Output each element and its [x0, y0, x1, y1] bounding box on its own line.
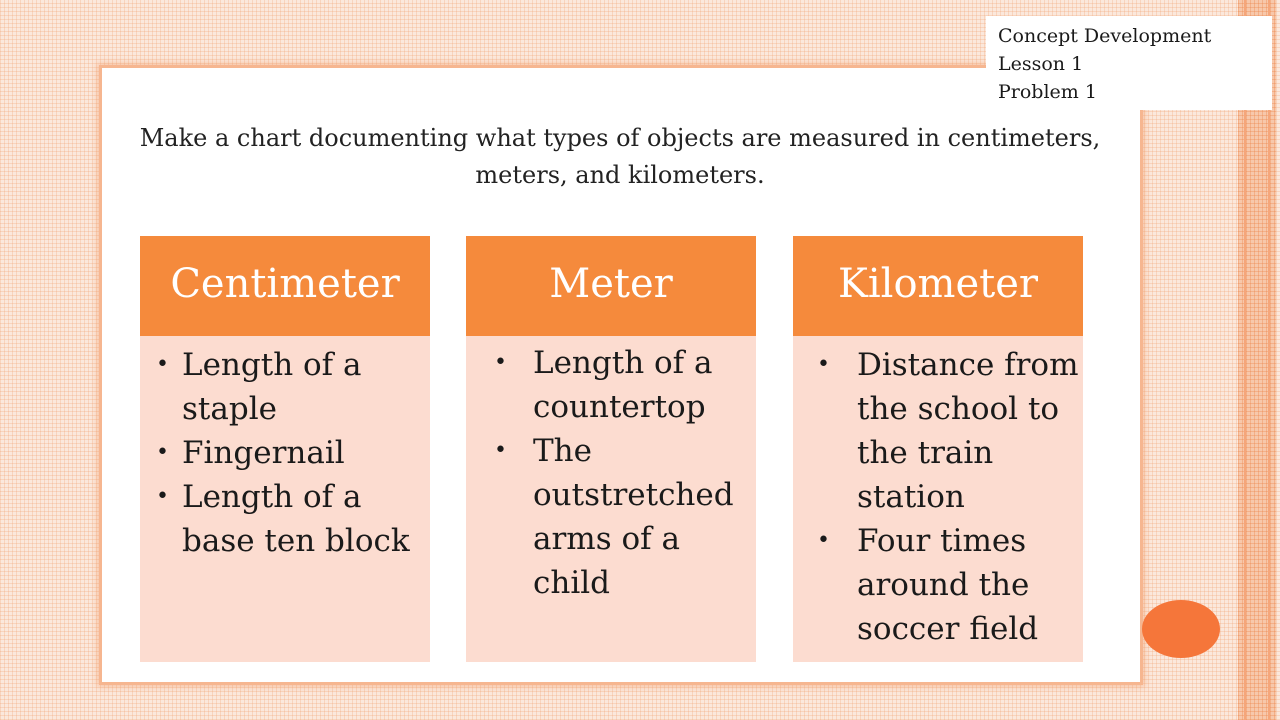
list-item [466, 429, 756, 605]
list-item [793, 519, 1083, 651]
list-item-text: Length of a staple [182, 347, 362, 427]
label-line-lesson: Lesson 1 [998, 53, 1084, 75]
label-line-problem: Problem 1 [998, 81, 1097, 103]
column-meter [466, 236, 756, 601]
bullet-icon: • [156, 352, 169, 377]
bullet-icon: • [494, 350, 507, 375]
bullet-icon: • [156, 484, 169, 509]
lesson-label-box [986, 16, 1272, 110]
list-item-text: Distance from the school to the train station [857, 347, 1079, 515]
list-item [466, 341, 756, 429]
list-item [793, 343, 1083, 519]
list-item [140, 431, 430, 475]
column-kilometer [793, 236, 1083, 647]
instruction-text: Make a chart documenting what types of objects are measured in centimeters, meters, and kilometers. [139, 124, 1101, 189]
bullet-icon: • [494, 438, 507, 463]
list-item-text: Length of a base ten block [182, 479, 410, 559]
label-line-concept: Concept Development [998, 25, 1212, 47]
list-item [140, 475, 430, 563]
bullet-icon: • [817, 352, 830, 377]
kilometer-list [793, 336, 1083, 651]
list-item-text: Four times around the soccer field [857, 523, 1039, 647]
bullet-icon: • [156, 440, 169, 465]
list-item-text: Fingernail [182, 435, 345, 471]
list-item-text: Length of a countertop [533, 345, 713, 425]
centimeter-list [140, 336, 430, 563]
orange-circle-button[interactable] [1142, 600, 1220, 658]
column-header-meter: Meter [466, 236, 756, 336]
column-header-kilometer: Kilometer [793, 236, 1083, 336]
meter-list [466, 336, 756, 605]
column-body-kilometer [793, 336, 1083, 662]
list-item-text: The outstretched arms of a child [533, 433, 734, 601]
column-header-centimeter: Centimeter [140, 236, 430, 336]
column-body-centimeter [140, 336, 430, 662]
column-body-meter [466, 336, 756, 662]
list-item [140, 343, 430, 431]
column-centimeter [140, 236, 430, 559]
bullet-icon: • [817, 528, 830, 553]
